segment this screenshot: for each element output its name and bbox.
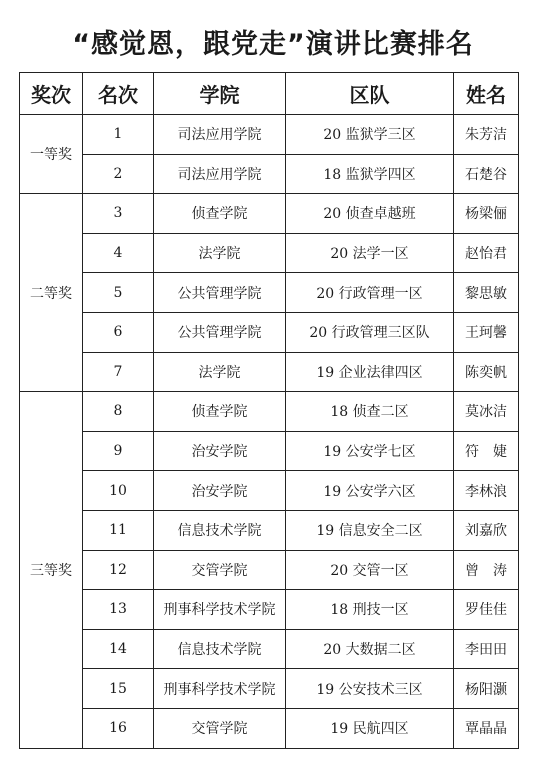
team-cell: 20 交管一区 bbox=[286, 550, 454, 590]
name-cell: 覃晶晶 bbox=[454, 708, 519, 748]
header-award: 奖次 bbox=[20, 73, 83, 115]
college-cell: 法学院 bbox=[154, 233, 286, 273]
name-cell: 莫冰洁 bbox=[454, 392, 519, 432]
table-row bbox=[20, 510, 519, 550]
table-row bbox=[20, 312, 519, 352]
rank-cell: 7 bbox=[83, 352, 154, 392]
table-row bbox=[20, 590, 519, 630]
rank-cell: 1 bbox=[83, 115, 154, 155]
college-cell: 刑事科学技术学院 bbox=[154, 590, 286, 630]
college-cell: 侦查学院 bbox=[154, 392, 286, 432]
team-cell: 19 公安技术三区 bbox=[286, 669, 454, 709]
name-cell: 黎思敏 bbox=[454, 273, 519, 313]
table-row bbox=[20, 392, 519, 432]
table-row bbox=[20, 471, 519, 511]
college-cell: 治安学院 bbox=[154, 471, 286, 511]
rank-cell: 14 bbox=[83, 629, 154, 669]
name-cell: 符 婕 bbox=[454, 431, 519, 471]
name-cell: 王珂馨 bbox=[454, 312, 519, 352]
table-row bbox=[20, 550, 519, 590]
team-cell: 19 信息安全二区 bbox=[286, 510, 454, 550]
name-cell: 杨阳灏 bbox=[454, 669, 519, 709]
name-cell: 罗佳佳 bbox=[454, 590, 519, 630]
header-row bbox=[20, 73, 519, 115]
header-team: 区队 bbox=[286, 73, 454, 115]
team-cell: 20 监狱学三区 bbox=[286, 115, 454, 155]
ranking-table bbox=[19, 72, 519, 749]
header-rank: 名次 bbox=[83, 73, 154, 115]
rank-cell: 13 bbox=[83, 590, 154, 630]
header-name: 姓名 bbox=[454, 73, 519, 115]
college-cell: 公共管理学院 bbox=[154, 273, 286, 313]
page-title: “感觉恩，跟党走”演讲比赛排名 bbox=[72, 29, 474, 60]
rank-cell: 12 bbox=[83, 550, 154, 590]
rank-cell: 10 bbox=[83, 471, 154, 511]
college-cell: 交管学院 bbox=[154, 708, 286, 748]
award-cell: 三等奖 bbox=[20, 392, 83, 748]
team-cell: 20 行政管理一区 bbox=[286, 273, 454, 313]
table-row bbox=[20, 154, 519, 194]
rank-cell: 5 bbox=[83, 273, 154, 313]
header-college: 学院 bbox=[154, 73, 286, 115]
team-cell: 19 公安学六区 bbox=[286, 471, 454, 511]
table-row bbox=[20, 233, 519, 273]
name-cell: 陈奕帆 bbox=[454, 352, 519, 392]
table-row bbox=[20, 708, 519, 748]
college-cell: 信息技术学院 bbox=[154, 510, 286, 550]
table-body bbox=[20, 115, 519, 749]
table-row bbox=[20, 669, 519, 709]
team-cell: 19 公安学七区 bbox=[286, 431, 454, 471]
college-cell: 法学院 bbox=[154, 352, 286, 392]
name-cell: 杨梁俪 bbox=[454, 194, 519, 234]
name-cell: 石楚谷 bbox=[454, 154, 519, 194]
college-cell: 信息技术学院 bbox=[154, 629, 286, 669]
team-cell: 18 监狱学四区 bbox=[286, 154, 454, 194]
team-cell: 20 侦查卓越班 bbox=[286, 194, 454, 234]
name-cell: 曾 涛 bbox=[454, 550, 519, 590]
award-cell: 二等奖 bbox=[20, 194, 83, 392]
award-cell: 一等奖 bbox=[20, 115, 83, 194]
team-cell: 20 行政管理三区队 bbox=[286, 312, 454, 352]
college-cell: 侦查学院 bbox=[154, 194, 286, 234]
name-cell: 李林浪 bbox=[454, 471, 519, 511]
table-row bbox=[20, 273, 519, 313]
table-row bbox=[20, 352, 519, 392]
college-cell: 司法应用学院 bbox=[154, 154, 286, 194]
table-row bbox=[20, 115, 519, 155]
team-cell: 18 侦查二区 bbox=[286, 392, 454, 432]
rank-cell: 4 bbox=[83, 233, 154, 273]
college-cell: 交管学院 bbox=[154, 550, 286, 590]
college-cell: 治安学院 bbox=[154, 431, 286, 471]
table-row bbox=[20, 194, 519, 234]
team-cell: 20 法学一区 bbox=[286, 233, 454, 273]
rank-cell: 16 bbox=[83, 708, 154, 748]
college-cell: 刑事科学技术学院 bbox=[154, 669, 286, 709]
rank-cell: 3 bbox=[83, 194, 154, 234]
rank-cell: 8 bbox=[83, 392, 154, 432]
college-cell: 司法应用学院 bbox=[154, 115, 286, 155]
table-row bbox=[20, 431, 519, 471]
team-cell: 18 刑技一区 bbox=[286, 590, 454, 630]
name-cell: 朱芳洁 bbox=[454, 115, 519, 155]
rank-cell: 6 bbox=[83, 312, 154, 352]
name-cell: 赵怡君 bbox=[454, 233, 519, 273]
name-cell: 李田田 bbox=[454, 629, 519, 669]
table-row bbox=[20, 629, 519, 669]
college-cell: 公共管理学院 bbox=[154, 312, 286, 352]
rank-cell: 2 bbox=[83, 154, 154, 194]
team-cell: 19 民航四区 bbox=[286, 708, 454, 748]
team-cell: 19 企业法律四区 bbox=[286, 352, 454, 392]
rank-cell: 15 bbox=[83, 669, 154, 709]
rank-cell: 11 bbox=[83, 510, 154, 550]
team-cell: 20 大数据二区 bbox=[286, 629, 454, 669]
rank-cell: 9 bbox=[83, 431, 154, 471]
name-cell: 刘嘉欣 bbox=[454, 510, 519, 550]
